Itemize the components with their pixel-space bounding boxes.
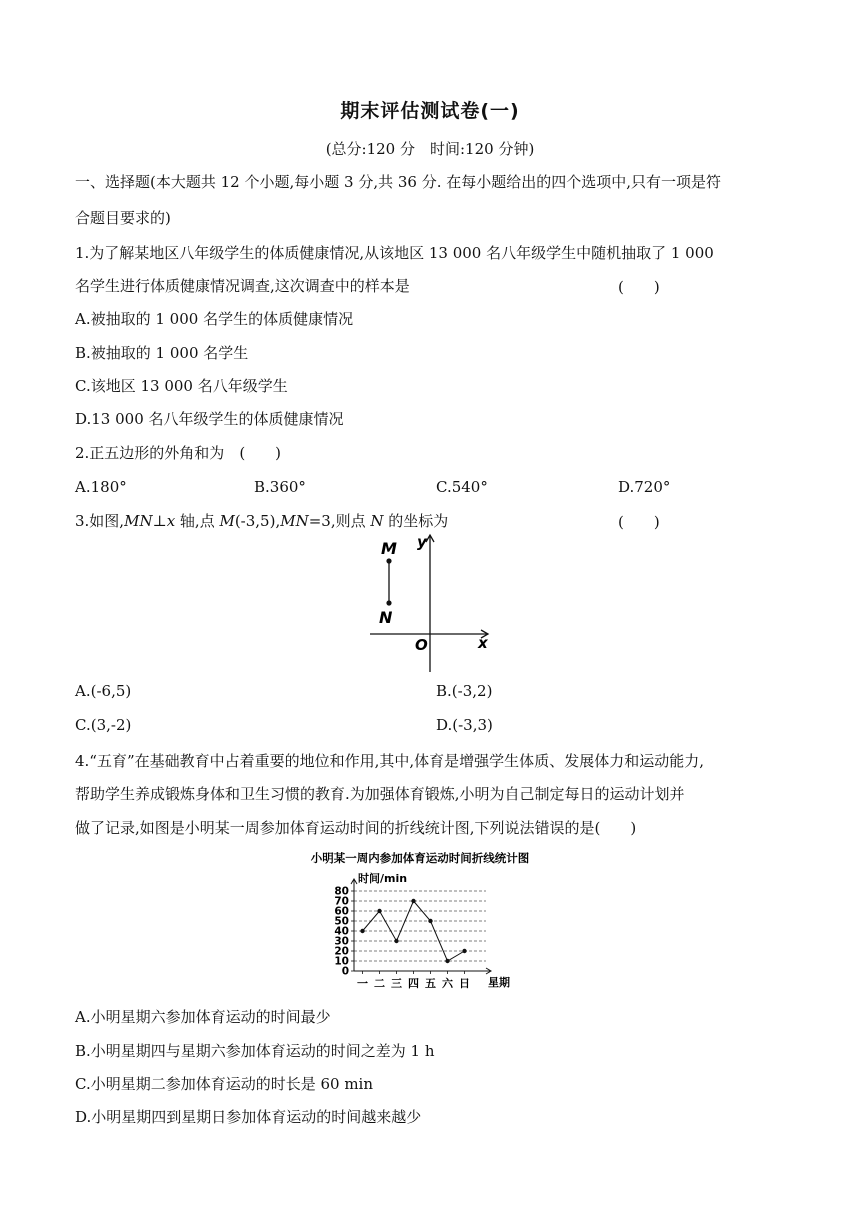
q4-stem-line1: 4.“五育”在基础教育中占着重要的地位和作用,其中,体育是增强学生体质、发展体力和运动能力, bbox=[75, 752, 704, 770]
q1-stem-line1: 1.为了解某地区八年级学生的体质健康情况,从该地区 13 000 名八年级学生中随机抽取了 1 000 bbox=[75, 244, 714, 262]
chart-y-tick-label: 50 bbox=[334, 915, 349, 928]
q2-option-c: C.540° bbox=[436, 478, 488, 496]
chart-x-tick-label: 一 bbox=[357, 977, 368, 990]
page-subtitle: (总分:120 分 时间:120 分钟) bbox=[325, 140, 535, 158]
q2-stem: 2.正五边形的外角和为 ( ) bbox=[75, 444, 282, 462]
q3-answer-bracket: ( ) bbox=[618, 513, 660, 531]
q3-option-d: D.(-3,3) bbox=[436, 716, 493, 734]
q4-stem-line2: 帮助学生养成锻炼身体和卫生习惯的教育.为加强体育锻炼,小明为自己制定每日的运动计划并 bbox=[75, 785, 685, 803]
q1-option-a: A.被抽取的 1 000 名学生的体质健康情况 bbox=[75, 310, 354, 328]
q4-option-a: A.小明星期六参加体育运动的时间最少 bbox=[75, 1008, 331, 1026]
chart-title: 小明某一周内参加体育运动时间折线统计图 bbox=[310, 851, 530, 865]
q4-option-d: D.小明星期四到星期日参加体育运动的时间越来越少 bbox=[75, 1108, 422, 1126]
point-n bbox=[386, 600, 391, 605]
chart-y-tick-label: 70 bbox=[334, 895, 349, 908]
q1-option-b: B.被抽取的 1 000 名学生 bbox=[75, 344, 249, 362]
chart-y-tick-label: 20 bbox=[334, 945, 349, 958]
q4-option-b: B.小明星期四与星期六参加体育运动的时间之差为 1 h bbox=[75, 1042, 435, 1060]
q3-coordinate-figure bbox=[360, 530, 500, 676]
q4-line-chart bbox=[290, 844, 550, 994]
chart-x-tick-label: 日 bbox=[459, 977, 470, 990]
chart-data-point bbox=[360, 929, 364, 933]
chart-data-point bbox=[377, 909, 381, 913]
q1-option-c: C.该地区 13 000 名八年级学生 bbox=[75, 377, 288, 395]
chart-y-tick-label: 10 bbox=[334, 955, 349, 968]
section-heading-line1: 一、选择题(本大题共 12 个小题,每小题 3 分,共 36 分. 在每小题给出的四个选项中,只有一项是符 bbox=[75, 173, 722, 191]
q3-option-a: A.(-6,5) bbox=[75, 682, 132, 700]
chart-x-tick-label: 五 bbox=[425, 977, 436, 990]
chart-x-axis-label: 星期 bbox=[488, 976, 510, 989]
q4-stem-line3: 做了记录,如图是小明某一周参加体育运动时间的折线统计图,下列说法错误的是( ) bbox=[75, 819, 637, 837]
q2-option-d: D.720° bbox=[618, 478, 671, 496]
chart-data-point bbox=[428, 919, 432, 923]
label-x: x bbox=[478, 634, 488, 652]
point-m bbox=[386, 558, 391, 563]
q1-stem-line2: 名学生进行体质健康情况调查,这次调查中的样本是 bbox=[75, 277, 410, 295]
chart-data-point bbox=[411, 899, 415, 903]
chart-x-tick-label: 二 bbox=[374, 977, 385, 990]
q3-option-c: C.(3,-2) bbox=[75, 716, 132, 734]
label-y: y bbox=[417, 533, 427, 551]
label-o: O bbox=[415, 636, 428, 654]
q3-option-b: B.(-3,2) bbox=[436, 682, 493, 700]
chart-y-tick-label: 80 bbox=[334, 885, 349, 898]
chart-x-tick-label: 六 bbox=[442, 977, 453, 990]
section-heading-line2: 合题目要求的) bbox=[75, 209, 171, 227]
page-title: 期末评估测试卷(一) bbox=[340, 100, 520, 122]
label-m: M bbox=[381, 539, 397, 558]
chart-y-axis-label: 时间/min bbox=[358, 872, 408, 885]
chart-y-tick-label: 40 bbox=[334, 925, 349, 938]
q3-stem: 3.如图,MN⊥x 轴,点 M(-3,5),MN=3,则点 N 的坐标为 bbox=[75, 512, 449, 530]
chart-y-tick-label: 30 bbox=[334, 935, 349, 948]
q1-option-d: D.13 000 名八年级学生的体质健康情况 bbox=[75, 410, 344, 428]
q4-option-c: C.小明星期二参加体育运动的时长是 60 min bbox=[75, 1075, 374, 1093]
chart-data-point bbox=[394, 939, 398, 943]
q1-answer-bracket: ( ) bbox=[618, 278, 660, 296]
chart-x-tick-label: 四 bbox=[408, 977, 419, 990]
chart-y-tick-label: 0 bbox=[341, 965, 349, 978]
chart-x-tick-label: 三 bbox=[391, 977, 402, 990]
chart-y-tick-label: 60 bbox=[334, 905, 349, 918]
chart-data-point bbox=[445, 959, 449, 963]
q2-option-b: B.360° bbox=[254, 478, 306, 496]
label-n: N bbox=[379, 608, 393, 627]
q2-option-a: A.180° bbox=[75, 478, 127, 496]
chart-data-point bbox=[462, 949, 466, 953]
